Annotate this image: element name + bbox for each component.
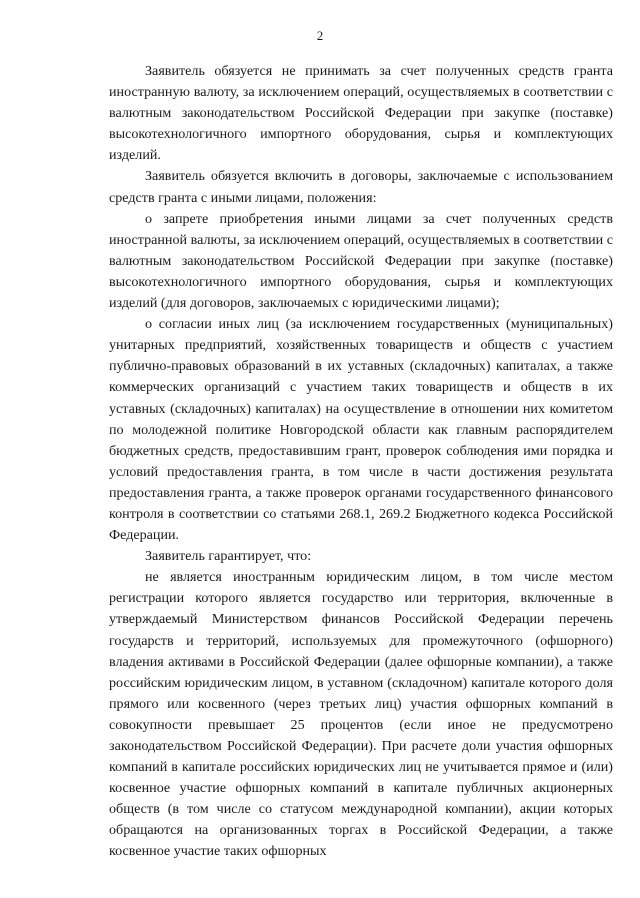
paragraph-consent-to-inspections: о согласии иных лиц (за исключением государственных (муниципальных) унитарных предприятий, хозяйственных товариществ и обществ с участием публично-правовых образований в их уставных (складочных) капиталах, а также коммерческих организаций с участием таких товариществ и обществ в их уставных (складочных) капиталах) на осуществление в отношении них комитетом по молодежной политике Новгородской области как главным распорядителем бюджетных средств, предоставившим грант, проверок соблюдения ими порядка и условий предоставления гранта, в том числе в части достижения результата предоставления гранта, а также проверок органами государственного финансового контроля в соответствии со статьями 268.1, 269.2 Бюджетного кодекса Российской Федерации. <box>109 316 613 544</box>
paragraph-guarantee-intro: Заявитель гарантирует, что: <box>145 548 312 565</box>
paragraph-offshore-guarantee: не является иностранным юридическим лицом, в том числе местом регистрации которого является государство или территория, включенные в утверждаемый Министерством финансов Российской Федерации перечень государств и территорий, используемых для промежуточного (офшорного) владения активами в Российской Федерации (далее офшорные компании), а также российским юридическим лицом, в уставном (складочном) капитале которого доля прямого или косвенного (через третьих лиц) участия офшорных компаний в совокупности превышает 25 процентов (если иное не предусмотрено законодательством Российской Федерации). При расчете доли участия офшорных компаний в капитале российских юридических лиц не учитывается прямое и (или) косвенное участие офшорных компаний в капитале публичных акционерных обществ (в том числе со статусом международной компании), акции которых обращаются на организованных торгах в Российской Федерации, а также косвенное участие таких офшорных <box>109 569 613 860</box>
paragraph-currency-ban: о запрете приобретения иными лицами за счет полученных средств иностранной валюты, за исключением операций, осуществляемых в соответствии с валютным законодательством Российской Федерации при закупке (поставке) высокотехнологичного импортного оборудования, сырья и комплектующих изделий (для договоров, заключаемых с юридическими лицами); <box>109 210 613 312</box>
paragraph-contract-provisions: Заявитель обязуется включить в договоры, заключаемые с использованием средств гранта с иными лицами, положения: <box>109 168 613 206</box>
document-body <box>109 61 613 863</box>
paragraph-currency-obligation: Заявитель обязуется не принимать за счет полученных средств гранта иностранную валюту, за исключением операций, осуществляемых в соответствии с валютным законодательством Российской Федерации при закупке (поставке) высокотехнологичного импортного оборудования, сырья и комплектующих изделий. <box>109 63 613 164</box>
page-number: 2 <box>316 28 324 43</box>
